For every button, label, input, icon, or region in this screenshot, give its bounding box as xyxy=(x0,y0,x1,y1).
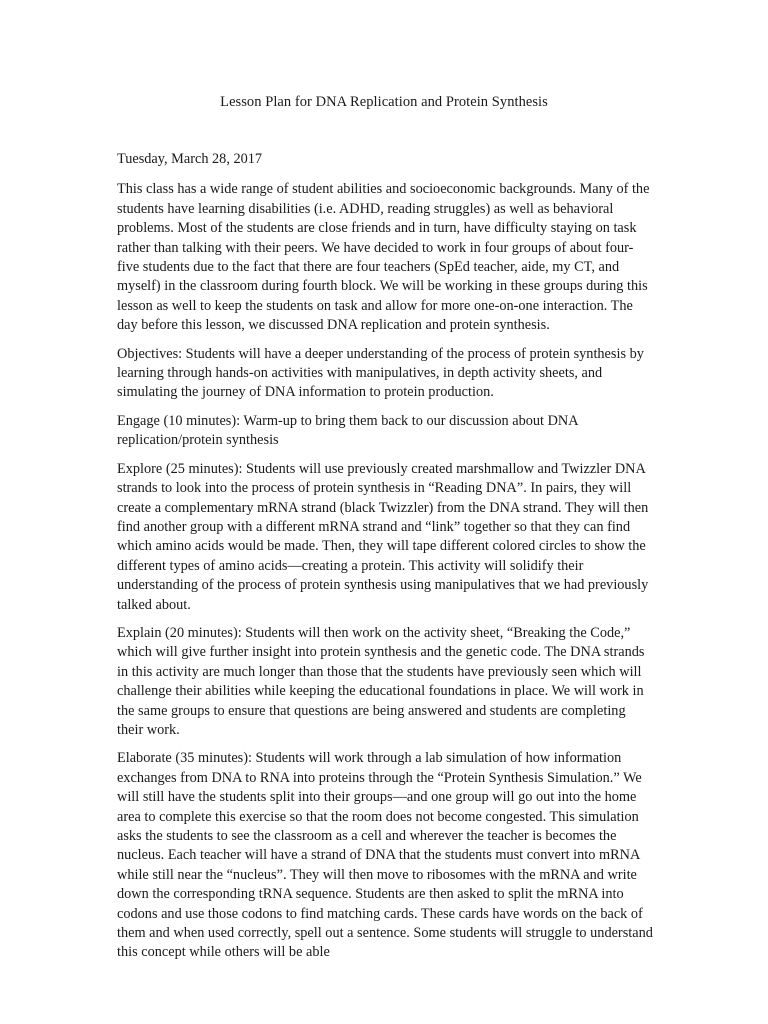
engage-paragraph: Engage (10 minutes): Warm-up to bring them back to our discussion about DNA replication/protein synthesis xyxy=(117,412,578,449)
document-body xyxy=(117,150,655,972)
lesson-date: Tuesday, March 28, 2017 xyxy=(117,151,263,167)
explain-paragraph: Explain (20 minutes): Students will then work on the activity sheet, “Breaking the Code,” which will give further insight into protein synthesis and the genetic code. The DNA strands in this activity are much longer than those that the students have previously seen which will challenge their abilities while keeping the educational foundations in place. We will work in the same groups to ensure that questions are being answered and students are completing their work. xyxy=(117,624,645,738)
objectives-paragraph: Objectives: Students will have a deeper understanding of the process of protein synthesis by learning through hands-on activities with manipulatives, in depth activity sheets, and simulating the journey of DNA information to protein production. xyxy=(117,345,644,401)
elaborate-paragraph: Elaborate (35 minutes): Students will work through a lab simulation of how information exchanges from DNA to RNA into proteins through the “Protein Synthesis Simulation.” We will still have the students split into their groups—and one group will go out into the home area to complete this exercise so that the room does not become congested. This simulation asks the students to see the classroom as a cell and wherever the teacher is becomes the nucleus. Each teacher will have a strand of DNA that the students must convert into mRNA while still near the “nucleus”. They will then move to ribosomes with the mRNA and write down the corresponding tRNA sequence. Students are then asked to split the mRNA into codons and use those codons to find matching cards. These cards have words on the back of them and when used correctly, spell out a sentence. Some students will struggle to understand this concept while others will be able xyxy=(117,750,653,961)
explore-paragraph: Explore (25 minutes): Students will use previously created marshmallow and Twizzler DNA strands to look into the process of protein synthesis in “Reading DNA”. In pairs, they will create a complementary mRNA strand (black Twizzler) from the DNA strand. They will then find another group with a different mRNA strand and “link” together so that they can find which amino acids would be made. Then, they will tape different colored circles to show the different types of amino acids—creating a protein. This activity will solidify their understanding of the process of protein synthesis using manipulatives that we had previously talked about. xyxy=(117,460,649,613)
class-description-paragraph: This class has a wide range of student abilities and socioeconomic backgrounds. Many of the students have learning disabilities (i.e. ADHD, reading struggles) as well as behavioral problems. Most of the students are close friends and in turn, have difficulty staying on task rather than talking with their peers. We have decided to work in four groups of about four-five students due to the fact that there are four teachers (SpEd teacher, aide, my CT, and myself) in the classroom during fourth block. We will be working in these groups during this lesson as well to keep the students on task and allow for more one-on-one interaction. The day before this lesson, we discussed DNA replication and protein synthesis. xyxy=(117,181,650,334)
document-title: Lesson Plan for DNA Replication and Protein Synthesis xyxy=(220,94,548,110)
